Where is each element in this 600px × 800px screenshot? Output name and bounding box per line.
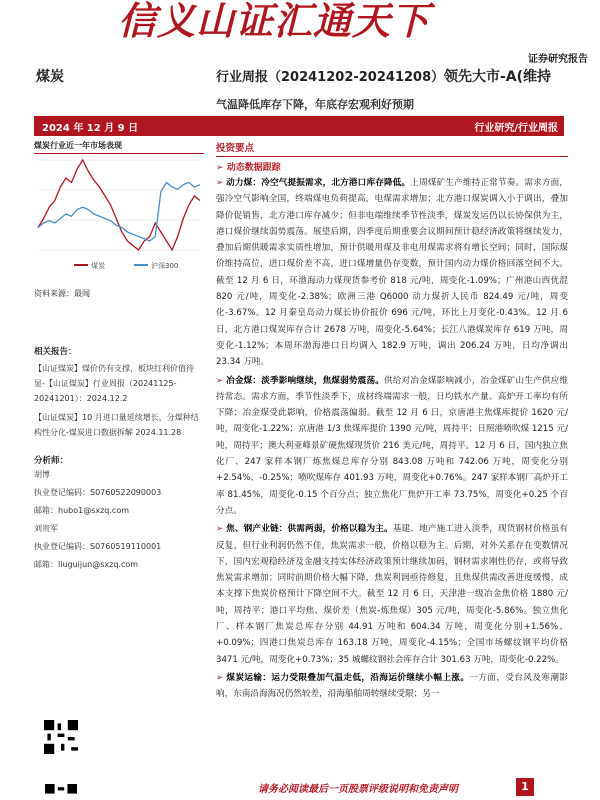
paragraph-lead: 焦、钢产业链：供需两弱，价格以稳为主。 [226, 524, 393, 535]
arrow-icon: ➢ [216, 178, 224, 188]
analyst-code-1: 执业登记编码：S0760522090003 [34, 488, 162, 497]
date-bar [34, 116, 564, 136]
chart-title: 煤炭行业近一年市场表现 [34, 140, 204, 154]
related-report-2[interactable]: 【山证煤炭】10 月进口量延续增长，分煤种结构性分化-煤炭进口数据拆解 2024.11.28 [34, 413, 199, 437]
section-heading [216, 160, 568, 173]
company-slogan: 信义山证汇通天下 [118, 0, 431, 43]
investment-highlights [216, 140, 568, 703]
footer [0, 776, 600, 800]
paragraph-body: 供给对冶金煤影响减小，冶金煤矿山生产供应维持常态。需求方面，季节性淡季下，成材终端需求一般，日均铁水产量、高炉开工率均有所下降；冶金煤受此影响，价格震荡偏弱。截至 12 月 6 日，京唐港主焦煤库提价 1620 元/吨，周变化-1.22%；京唐港 1/3 焦煤库提价 1390 元/吨，周持平；日照港喷吹煤 1215 元/吨，周持平；澳大利亚峰景矿硬焦煤现货价 216 美元/吨，周持平。12 月 6 日，国内独立焦化厂、247 家样本钢厂炼焦煤总库存分别 843.08 万吨和 742.06 万吨，周变化分别+2.54%、-0.25%；喷吹煤库存 401.93 万吨，周变化+0.76%。247 家样本钢厂高炉开工率 81.45%，周变化-0.15 个百分点；独立焦化厂焦炉开工率 73.75%，周变化+0.25 个百分点。 [216, 375, 568, 516]
section-heading-text: 动态数据跟踪 [226, 163, 281, 173]
related-reports-title: 相关报告： [34, 347, 77, 357]
market-performance-chart [34, 156, 204, 274]
paragraph-transport [216, 670, 568, 703]
rating: 领先大市-A(维持 [444, 69, 552, 85]
paragraph-lead: 动力煤：冷空气提振需求，北方港口库存降低。 [226, 178, 411, 188]
analyst-name-2: 刘贵军 [34, 524, 58, 533]
page-number: 1 [516, 778, 534, 796]
analysts-title: 分析师： [34, 456, 69, 466]
legend-label-0: 煤炭 [91, 262, 105, 270]
left-sidebar [34, 140, 204, 574]
arrow-icon: ➢ [216, 163, 224, 173]
series-line-0 [38, 160, 200, 250]
paragraph-coke-steel [216, 521, 568, 668]
arrow-icon: ➢ [216, 672, 224, 683]
sector-name: 煤炭 [36, 69, 64, 85]
paragraph-lead: 煤炭运输：运力受限叠加气温走低，沿海运价继续小幅上涨。 [226, 672, 470, 683]
related-report-1[interactable]: 【山证煤炭】煤价仍有支撑，板块红利价值待显-【山证煤炭】行业周报（20241125-20241201）：2024.12.2 [34, 364, 194, 403]
analyst-email-2[interactable]: 邮箱：liuguijun@sxzq.com [34, 560, 139, 569]
report-title: 行业周报（20241202-20241208） [216, 70, 445, 85]
report-date: 2024 年 12 月 9 日 [42, 123, 139, 134]
paragraph-body: 基建、地产施工进入淡季，现货钢材价格虽有反复，但行业利润仍然不佳，焦炭需求一般，价格以稳为主。后期，对外关系存在变数情况下，国内宏观稳经济及金融支持实体经济政策预计继续加码，钢材需求刚性仍存，或将导致焦炭需求增加；同时前期价格大幅下降，焦炭利润亟待修复，且焦煤供需改善进度缓慢，成本支撑下焦炭价格预计下降空间不大。截至 12 月 6 日，天津港一级冶金焦价格 1880 元/吨，周持平；港口平均焦、煤价差（焦炭-炼焦煤）305 元/吨，周变化-5.86%。独立焦化厂、样本钢厂焦炭总库存分别 44.91 万吨和 604.34 万吨，周变化分别+1.56%、+0.09%；四港口焦炭总库存 163.18 万吨，周变化-4.15%；全国市场螺纹钢平均价格 3471 元/吨，周变化+0.73%；35 城螺纹钢社会库存合计 301.63 万吨，周变化-0.22%。 [216, 524, 568, 665]
report-category: 行业研究/行业周报 [474, 123, 558, 134]
analyst-code-2: 执业登记编码：S0760519110001 [34, 542, 162, 551]
chart-source: 资料来源：最闻 [34, 289, 90, 298]
series-line-1 [38, 183, 200, 242]
analyst-name-1: 胡博 [34, 470, 50, 479]
paragraph-met-coal [216, 373, 568, 520]
investment-title: 投资要点 [216, 140, 568, 157]
arrow-icon: ➢ [216, 524, 224, 535]
paragraph-thermal-coal [216, 175, 568, 371]
paragraph-body: 上周煤矿生产维持正常节奏。需求方面，强冷空气影响全国，终端煤电负荷提高，电煤需求增加；北方港口煤炭调入小于调出，叠加降价促销售，北方港口库存减少；但非电端维续季节性淡季，煤炭发运仍以长协保供为主，港口煤价继续弱势震荡。展望后期，四季度后期重要会议期间预计稳经济政策将继续发力，叠加后期供暖需求实质性增加，预计供暖用煤及非电用煤需求将有增长空间；同时，国际煤价维持高位，进口煤价差不高，进口煤增量仍存变数，预计国内动力煤价格回落空间不大。截至 12 月 6 日，环渤海动力煤现货参考价 818 元/吨，周变化-1.09%；广州港山西优混 820 元/吨，周变化-2.38%；欧洲三港 Q6000 动力煤折人民币 824.49 元/吨，周变化-3.67%。12 月秦皇岛动力煤长协价报价 696 元/吨，环比上月变化-0.43%。12 月 6 日，北方港口煤炭库存合计 2678 万吨，周变化-5.64%；长江八港煤炭库存 619 万吨，周变化-1.12%；本周环渤海港口日均调入 182.9 万吨，调出 206.24 万吨，日均净调出 23.34 万吨。 [216, 178, 568, 368]
paragraph-lead: 冶金煤：淡季影响继续，焦煤弱势震荡。 [226, 375, 384, 386]
report-subtitle: 气温降低库存下降，年底存宏观利好预期 [216, 98, 414, 111]
analyst-email-1[interactable]: 邮箱：hubo1@sxzq.com [34, 506, 130, 515]
chart-svg [34, 156, 204, 274]
legend-label-1: 沪深300 [151, 262, 179, 270]
arrow-icon: ➢ [216, 375, 224, 386]
report-type-tag: 证券研究报告 [528, 54, 588, 65]
qr-code-icon [44, 720, 78, 754]
paragraph-body: 一方面，受台风及寒潮影响，东南沿海海况仍然较差，沿海船舶周转继续受限；另一 [216, 672, 568, 700]
disclaimer-notice[interactable]: 请务必阅读最后一页股票评级说明和免责声明 [258, 784, 458, 795]
